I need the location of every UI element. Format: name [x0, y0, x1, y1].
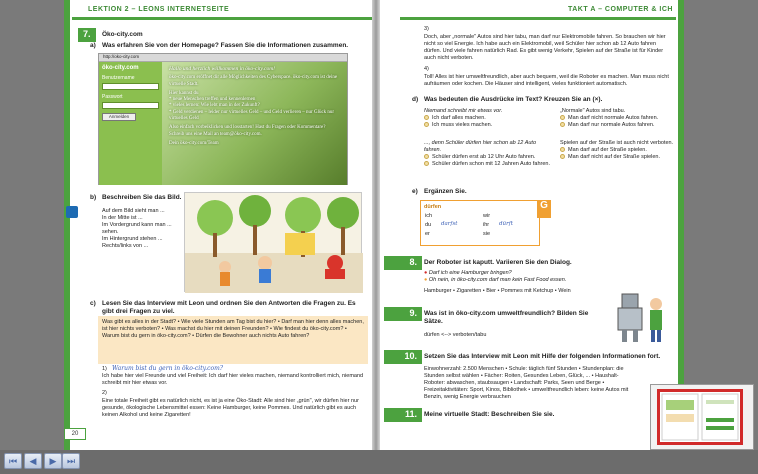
task-b-label: b)	[90, 194, 97, 201]
pronoun: er	[425, 231, 430, 237]
site-outro: Also einfach vorbeiklicken und losstarten! Hast du Fragen oder Kommentare? Schreib uns eine Mail an team@öko-city.com.	[169, 125, 326, 137]
option-text: Man darf auf der Straße spielen.	[568, 147, 647, 153]
section-8-number: 8.	[384, 256, 422, 270]
pronoun: wir	[483, 213, 491, 219]
checkbox[interactable]	[424, 122, 429, 127]
book-spine	[372, 0, 380, 450]
password-input[interactable]	[102, 102, 159, 109]
task-b-prompts	[102, 208, 182, 250]
expression: ..., denn Schüler dürfen hier schon ab 12 Auto fahren.	[424, 140, 537, 153]
interview-answer-2: Eine totale Freiheit gibt es natürlich nicht, es ist ja eine Öko-Stadt: Alle sind hier „grün", wir dürfen hier nur gesunde, ökologische Lebensmittel essen: Keine Hamburger, keine Pommes. Und natürlich gibt es auch keinen Alkohol und keine Zigaretten!	[102, 398, 359, 418]
section-7-title: Öko-city.com	[102, 31, 143, 38]
section-8-title: Der Roboter ist kaputt. Variieren Sie den Dialog.	[424, 259, 572, 266]
checkbox[interactable]	[560, 154, 565, 159]
task-a-text: Was erfahren Sie von der Homepage? Fassen Sie die Informationen zusammen.	[102, 42, 349, 49]
first-page-button[interactable]: ⏮	[4, 453, 22, 469]
question-box	[98, 316, 368, 364]
left-header: LEKTION 2 – LEONS INTERNETSEITE	[88, 6, 230, 13]
page-number: 20	[64, 428, 86, 440]
conjugation-box	[420, 200, 548, 246]
site-list-item: * vieles lernen: Wie lebt man in der Zukunft?	[169, 103, 260, 109]
website-text	[169, 66, 339, 147]
answer-3-number: 3)	[424, 26, 429, 32]
city-illustration-svg	[185, 193, 363, 293]
option-group-2	[560, 108, 680, 129]
section-10-title: Setzen Sie das Interview mit Leon mit Hilfe der folgenden Informationen fort.	[424, 353, 661, 360]
pronoun: sie	[483, 231, 491, 237]
right-header: TAKT A – COMPUTER & ICH	[568, 6, 673, 13]
username-label: Benutzername	[102, 75, 135, 81]
dialog-line: ● Oh nein, in öko-city.com darf man kein Fast Food essen.	[424, 277, 567, 283]
option-group-4	[560, 140, 680, 161]
prompt-line: Im Hintergrund stehen ...	[102, 236, 163, 242]
question-list: Was gibt es alles in der Stadt? • Wie viele Stunden am Tag bist du hier? • Darf man hier denn alles machen, ist hier nichts verboten? • Was machst du hier mit deinen Freunden? • Wie findest du öko-city.com? • Warum bist du gern in öko-city.com? • Dürfen die Bewohner auch nichts Auto fahren?	[102, 319, 364, 339]
browser-address-bar: http://oko-city.com	[99, 54, 347, 62]
task-c-title: Lesen Sie das Interview mit Leon und ordnen Sie den Antworten die Fragen zu. Es gibt drei Fragen zu viel.	[102, 300, 356, 315]
dialog-text: Oh nein, in öko-city.com darf man kein Fast Food essen.	[428, 277, 567, 283]
login-panel	[99, 62, 162, 185]
prompt-line: Im Vordergrund kann man ... sehen.	[102, 222, 172, 235]
task-e-title: Ergänzen Sie.	[424, 188, 467, 195]
section-9-number: 9.	[384, 307, 422, 321]
thumbnail-preview	[660, 392, 740, 442]
option-text: Man darf nicht auf der Straße spielen.	[568, 154, 661, 160]
page-edge-strip	[678, 0, 684, 450]
checkbox[interactable]	[560, 122, 565, 127]
pronoun: ich	[425, 213, 433, 219]
dialog	[424, 270, 604, 295]
grammar-tab: G	[537, 200, 551, 218]
checkbox[interactable]	[424, 154, 429, 159]
answer-4-number: 4)	[424, 66, 429, 72]
option[interactable]	[560, 122, 680, 129]
option-text: Man darf nicht normale Autos fahren.	[568, 115, 659, 121]
task-d-title: Was bedeuten die Ausdrücke im Text? Kreuzen Sie an (×).	[424, 96, 603, 103]
expression: Spielen auf der Straße ist auch nicht verboten.	[560, 140, 674, 146]
option-group-3	[424, 140, 552, 168]
handwritten-form[interactable]: dürft	[499, 221, 513, 227]
task-a-label: a)	[90, 42, 96, 49]
answer-1-number: 1)	[102, 366, 107, 372]
variation-words: Hamburger • Zigaretten • Bier • Pommes mit Ketchup • Wein	[424, 288, 571, 294]
site-list-title: Hier kannst du	[169, 90, 199, 96]
page-thumbnail-navigator[interactable]	[650, 384, 754, 450]
site-intro: öko-city.com eröffnet dir alle Möglichkeiten des Cyberspace. öko-city.com ist deine virtuelle Stadt.	[169, 75, 338, 87]
option[interactable]	[424, 161, 552, 168]
audio-icon[interactable]	[66, 206, 78, 218]
prompt-line: In der Mitte ist ...	[102, 215, 143, 221]
page-edge-strip	[64, 0, 70, 450]
site-team: Dein öko-city.com/Team	[169, 140, 219, 146]
checkbox[interactable]	[424, 161, 429, 166]
handwritten-form[interactable]: darfst	[441, 221, 458, 227]
right-page	[380, 0, 684, 450]
password-label: Passwort	[102, 94, 123, 100]
viewport-indicator[interactable]	[657, 389, 743, 445]
pronoun: ihr	[483, 222, 490, 228]
viewer-toolbar	[0, 450, 758, 474]
section-9-title: Was ist in öko-city.com umweltfreundlich? Bilden Sie Sätze.	[424, 310, 589, 325]
site-list-item: * neue Menschen treffen und kennenlernen	[169, 97, 256, 103]
verb-title: dürfen	[424, 204, 442, 210]
site-logo: öko-city.com	[102, 65, 139, 71]
pronoun: du	[425, 222, 432, 228]
task-d-label: d)	[412, 96, 419, 103]
prev-page-button[interactable]: ◀	[24, 453, 42, 469]
checkbox[interactable]	[424, 115, 429, 120]
section-7-number: 7.	[78, 28, 96, 42]
handwritten-answer: Warum bist du gern in öko-city.com?	[112, 365, 223, 372]
option[interactable]	[424, 154, 552, 161]
task-b-title: Beschreiben Sie das Bild.	[102, 194, 182, 201]
last-page-button[interactable]: ⏭	[62, 453, 80, 469]
city-illustration	[184, 192, 362, 292]
interview-answer-1: Ich habe hier viel Freunde und viel Freiheit: Ich darf hier vieles machen, niemand kontrolliert mich, niemand schreibt mir hier etwas vor.	[102, 373, 364, 386]
website-screenshot	[98, 53, 348, 185]
header-rule	[72, 17, 372, 20]
dialog-text: Darf ich eine Hamburger bringen?	[428, 270, 512, 276]
site-greeting: Hallo und herzlich willkommen in öko-city.com!	[169, 66, 276, 72]
option[interactable]	[560, 115, 680, 122]
login-button[interactable]: Anmelden	[102, 113, 136, 121]
option-text: Schüler dürfen erst ab 12 Uhr Auto fahren.	[432, 154, 536, 160]
option-text: Ich muss vieles machen.	[432, 122, 493, 128]
interview-answer-3: Doch, aber „normale" Autos sind hier tabu, man darf nur Elektromobile fahren. So brauchen wir hier nicht so viel Energie. Ich habe auch ein Elektromobil, weil Schüler hier schon ab 12 Auto fahren dürfen. Und viele fahren natürlich Rad. Es gibt wenig Verkehr, Spielen auf der Straße ist für Kinder auch nicht verboten.	[424, 34, 666, 61]
option[interactable]	[560, 147, 680, 154]
site-list-item: * Geld verdienen – leider nur virtuelles Geld – und Geld verlieren – nur Glück nur virtuelles Geld	[169, 109, 335, 122]
answer-2-number: 2)	[102, 390, 107, 396]
expression: „Normale" Autos sind tabu.	[560, 108, 626, 114]
prompt-line: Auf dem Bild sieht man ...	[102, 208, 165, 214]
prompt-line: Rechts/links von ...	[102, 243, 149, 249]
section-11-title: Meine virtuelle Stadt: Beschreiben Sie sie.	[424, 411, 555, 418]
header-rule	[400, 17, 676, 20]
option[interactable]	[424, 122, 534, 129]
option[interactable]	[424, 115, 534, 122]
left-page	[64, 0, 372, 450]
task-e-label: e)	[412, 188, 418, 195]
option[interactable]	[560, 154, 680, 161]
interview-answer-4: Toll! Alles ist hier umweltfreundlich, aber auch bequem, weil die Roboter es machen. Man muss nicht aufräumen oder kochen. Die Häuser sind intelligent, vieles funktioniert automatisch.	[424, 74, 669, 87]
option-group-1	[424, 108, 534, 129]
section-10-body: Einwohnerzahl: 2.500 Menschen • Schule: täglich fünf Stunden • Stundenplan: die Stunden selbst wählen • Fächer: Roiten, Gesundes Leben, Glück, ... • Haushalt-Roboter: abwaschen, staubsaugen • Landschaft: Parks, Seen und Berge • Freizeitaktivitäten: Sport, Kinos, Bibliothek • umweltfreundlich leben: keine Autos mit Benzin, wenig Energie verbrauchen	[424, 366, 629, 400]
robot-illustration	[608, 288, 672, 344]
task-c-label: c)	[90, 300, 96, 307]
option-text: Ich darf alles machen.	[432, 115, 486, 121]
section-11-number: 11.	[384, 408, 422, 422]
username-input[interactable]	[102, 83, 159, 90]
checkbox[interactable]	[560, 147, 565, 152]
robot-svg	[608, 288, 672, 344]
expression: Niemand schreibt mir etwas vor.	[424, 108, 503, 114]
section-10-number: 10.	[384, 350, 422, 364]
dialog-line: ● Darf ich eine Hamburger bringen?	[424, 270, 512, 276]
section-9-hint: dürfen <--> verboten/tabu	[424, 332, 487, 338]
option-text: Schüler dürfen schon mit 12 Jahren Auto fahren.	[432, 161, 551, 167]
next-page-button[interactable]: ▶	[44, 453, 62, 469]
option-text: Man darf nur normale Autos fahren.	[568, 122, 655, 128]
checkbox[interactable]	[560, 115, 565, 120]
